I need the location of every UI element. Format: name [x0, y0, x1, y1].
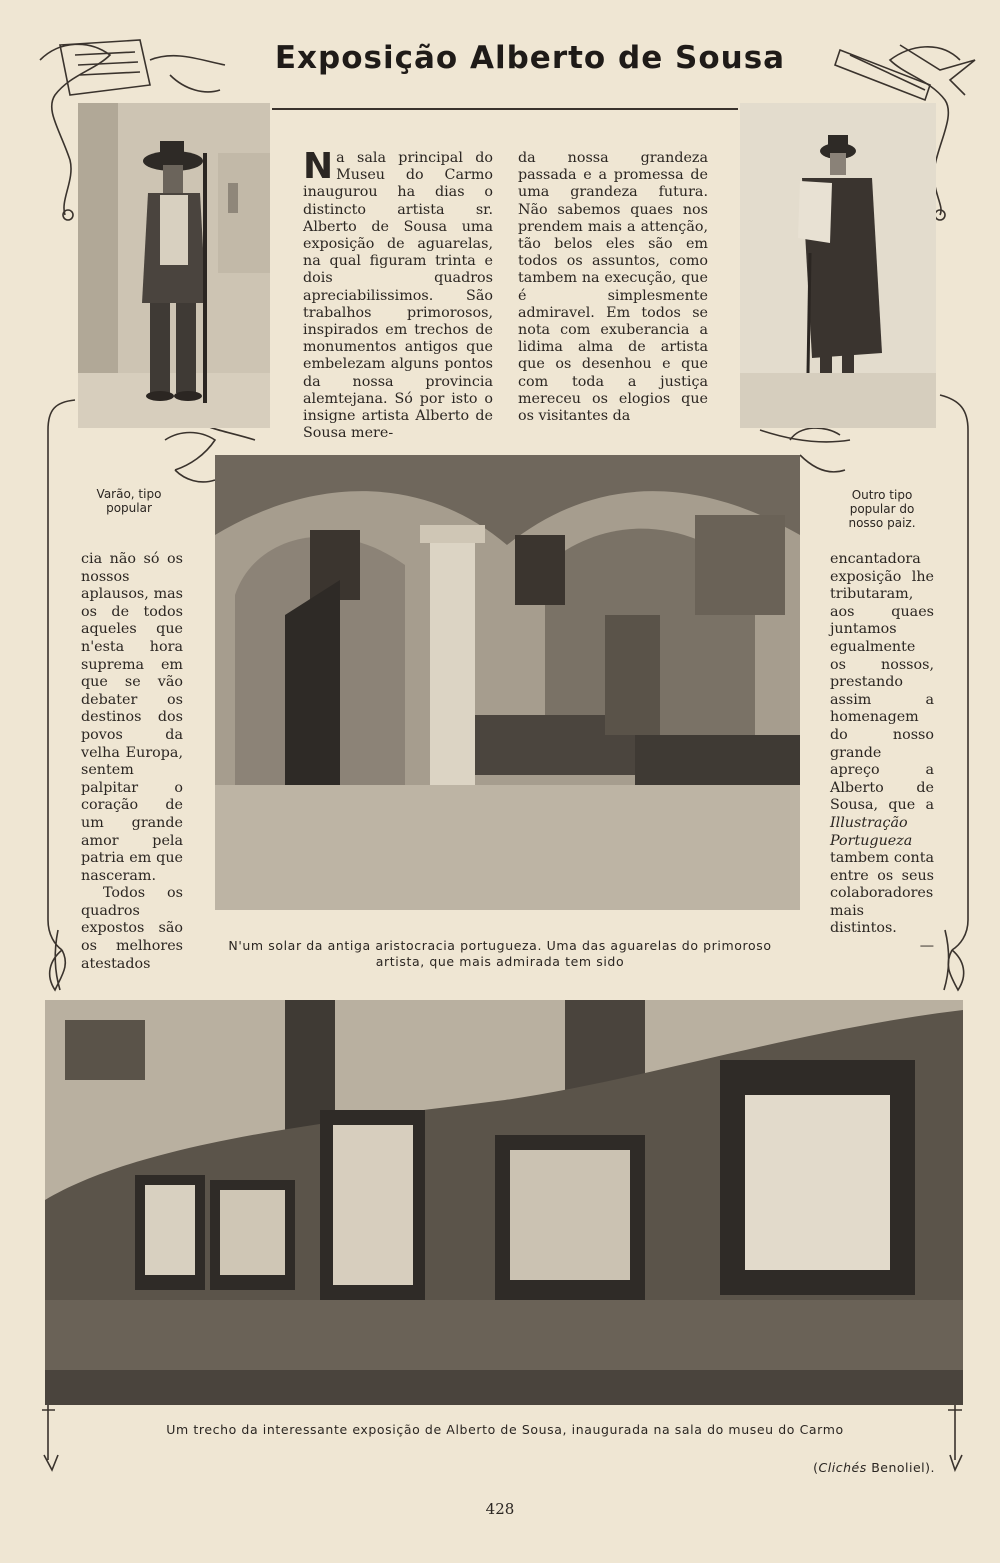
- left-side-column: [81, 551, 183, 973]
- photo-credit-suffix: Benoliel).: [866, 1460, 935, 1475]
- right-portrait-photo: [740, 103, 936, 428]
- left-portrait-photo: [78, 103, 270, 428]
- right-side-column: [830, 551, 934, 956]
- title-rule: [272, 108, 738, 110]
- left-side-text: cia não só os nossos aplausos, mas os de todos aqueles que n'esta hora suprema em que se vão debater os destinos dos povos da velha Europa, sentem palpitar o coração de um grande amor pela patria em que nasceram.: [81, 551, 183, 884]
- article-column-1: [303, 146, 493, 442]
- right-side-dash: —: [919, 938, 934, 955]
- middle-figure-caption: N'um solar da antiga aristocracia portugueza. Uma das aguarelas do primoroso artista, que mais admirada tem sido: [228, 938, 772, 969]
- article-column-1-text: a sala principal do Museu do Carmo inaugurou ha dias o distincto artista sr. Alberto de Sousa uma exposição de aguarelas, na qual figuram trinta e dois quadros apreciabilissimos. São trabalhos primorosos, inspirados em trechos de monumentos antigos que embelezam alguns pontos da nossa provincia alemtejana. Só por isto o insigne artista Alberto de Sousa mere-: [303, 150, 493, 442]
- aristocratic-hall-illustration: [215, 455, 800, 910]
- photo-credit-cliches: Clichés: [818, 1460, 867, 1475]
- man-in-cloak-illustration: [740, 103, 936, 428]
- right-figure-caption: Outro tipo popular do nosso paiz.: [848, 488, 916, 530]
- left-side-text-2: Todos os quadros expostos são os melhores atestados: [81, 885, 183, 972]
- middle-interior-photo: [215, 455, 800, 910]
- man-with-staff-illustration: [78, 103, 270, 428]
- right-side-text-2: tambem conta entre os seus colaboradores mais distintos.: [830, 850, 934, 937]
- article-column-2: [518, 150, 708, 425]
- article-column-2-text: da nossa grandeza passada e a promessa de uma grandeza futura. Não sabemos quaes nos prendem mais a attenção, tão belos eles são em todos os assuntos, como tambem na execução, que é simplesmente admiravel. Em todos se nota com exuberancia a lidima alma de artista que os desenhou e que com toda a justiça mereceu os elogios que os visitantes da: [518, 150, 708, 425]
- bottom-exhibition-photo: [45, 1000, 963, 1405]
- photo-credit-prefix: (: [813, 1460, 819, 1475]
- right-side-text-1: encantadora exposição lhe tributaram, aos quaes juntamos egualmente os nossos, prestando assim a homenagem do nosso grande apreço a Alberto de Sousa, que a: [830, 551, 934, 814]
- drop-cap: N: [303, 146, 334, 187]
- left-figure-caption: Varão, tipo popular: [96, 487, 162, 515]
- page-title: Exposição Alberto de Sousa: [274, 40, 786, 76]
- exhibition-table-illustration: [45, 1000, 963, 1405]
- magazine-name: Illustração Portugueza: [830, 814, 913, 849]
- bottom-figure-caption: Um trecho da interessante exposição de Alberto de Sousa, inaugurada na sala do museu do Carmo: [166, 1422, 844, 1437]
- page-number: 428: [485, 1500, 515, 1518]
- photo-credit: [780, 1460, 935, 1475]
